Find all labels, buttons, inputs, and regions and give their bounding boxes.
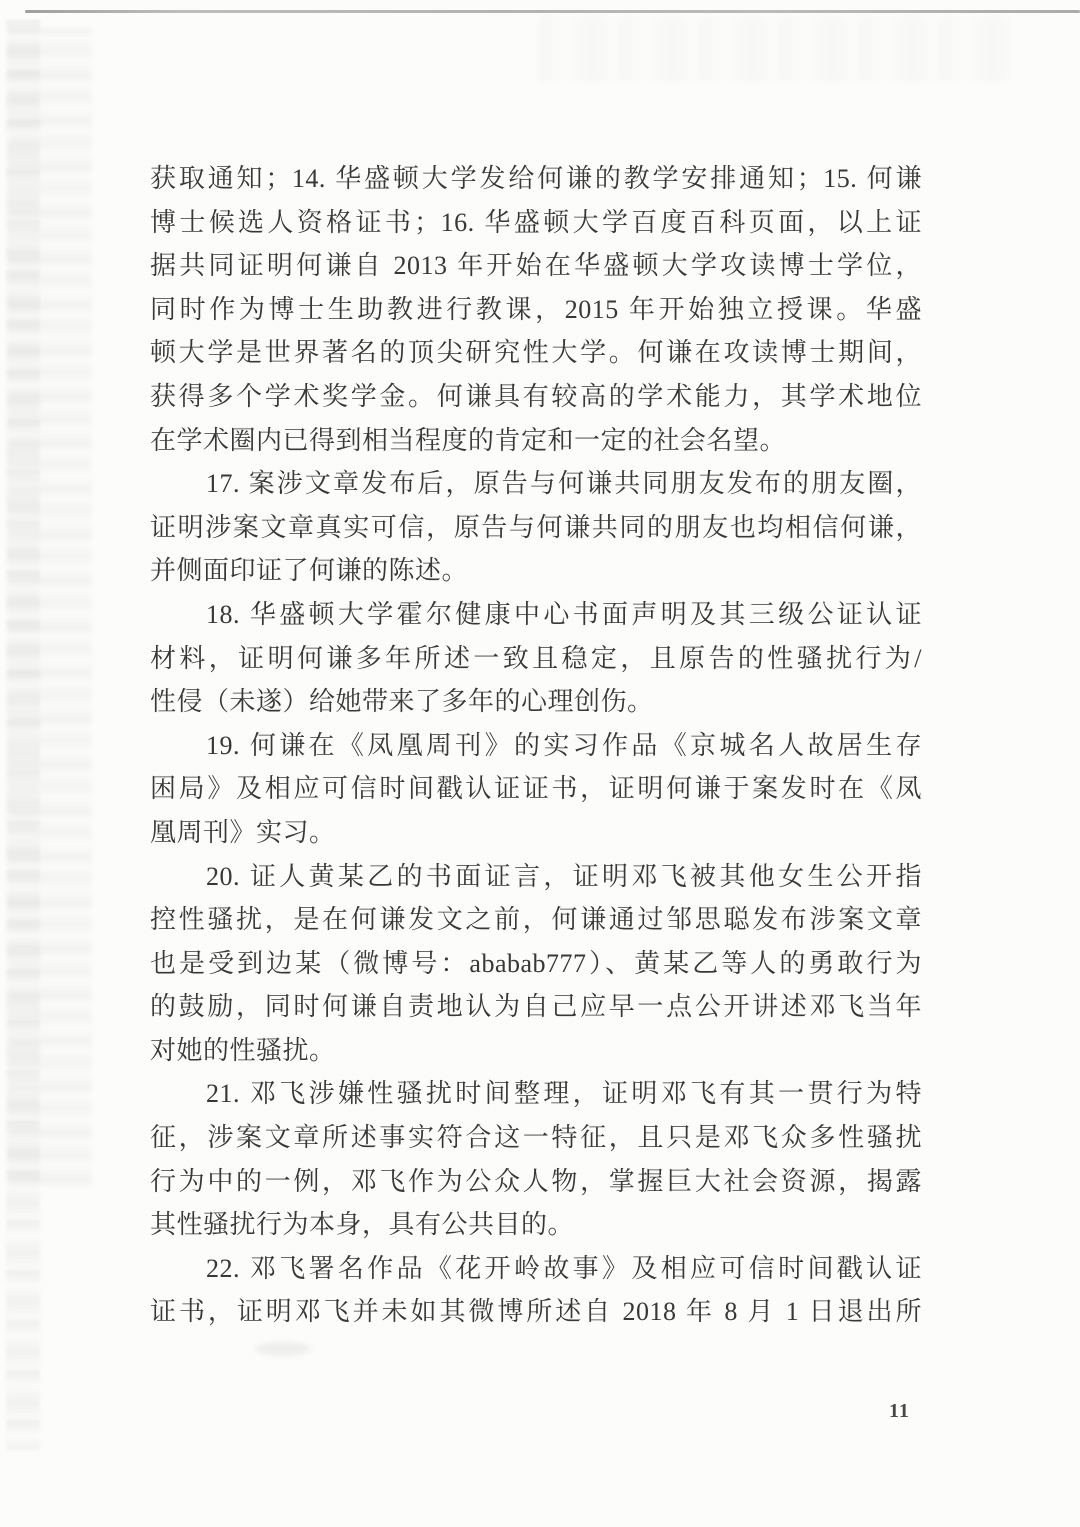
text-line: 22. 邓飞署名作品《花开岭故事》及相应可信时间戳认证 — [206, 1253, 922, 1283]
scan-edge-line — [25, 10, 1080, 13]
page-number: 11 — [889, 1400, 910, 1422]
text-line: 也是受到边某（微博号：ababab777）、黄某乙等人的勇敢行为 — [150, 948, 922, 978]
text-line: 证明涉案文章真实可信，原告与何谦共同的朋友也均相信何谦， — [150, 512, 922, 542]
text-line: 其性骚扰行为本身，具有公共目的。 — [150, 1210, 575, 1240]
text-line: 材料，证明何谦多年所述一致且稳定，且原告的性骚扰行为/ — [150, 643, 922, 673]
text-line: 获得多个学术奖学金。何谦具有较高的学术能力，其学术地位 — [150, 381, 922, 411]
text-line: 21. 邓飞涉嫌性骚扰时间整理，证明邓飞有其一贯行为特 — [206, 1079, 922, 1109]
text-line: 17. 案涉文章发布后，原告与何谦共同朋友发布的朋友圈， — [206, 469, 922, 499]
text-line: 对她的性骚扰。 — [150, 1035, 336, 1065]
scan-streak-artifact — [540, 16, 1010, 82]
text-line: 20. 证人黄某乙的书面证言，证明邓飞被其他女生公开指 — [206, 861, 922, 891]
text-line: 凰周刊》实习。 — [150, 817, 336, 847]
text-line: 并侧面印证了何谦的陈述。 — [150, 556, 469, 586]
text-line: 19. 何谦在《凤凰周刊》的实习作品《京城名人故居生存 — [206, 730, 922, 760]
scan-smudge-artifact — [255, 1342, 311, 1356]
text-line: 18. 华盛顿大学霍尔健康中心书面声明及其三级公证认证 — [206, 599, 922, 629]
text-line: 性侵（未遂）给她带来了多年的心理创伤。 — [150, 687, 654, 717]
text-line: 顿大学是世界著名的顶尖研究性大学。何谦在攻读博士期间， — [150, 338, 922, 368]
text-line: 行为中的一例，邓飞作为公众人物，掌握巨大社会资源，揭露 — [150, 1166, 922, 1196]
text-line: 博士候选人资格证书；16. 华盛顿大学百度百科页面，以上证 — [150, 207, 922, 237]
document-text — [150, 157, 922, 1334]
text-line: 的鼓励，同时何谦自责地认为自己应早一点公开讲述邓飞当年 — [150, 992, 922, 1022]
text-line: 困局》及相应可信时间戳认证证书，证明何谦于案发时在《凤 — [150, 774, 922, 804]
text-line: 控性骚扰，是在何谦发文之前，何谦通过邹思聪发布涉案文章 — [150, 905, 922, 935]
scan-left-edge-artifact — [6, 20, 40, 1450]
text-line: 在学术圈内已得到相当程度的肯定和一定的社会名望。 — [150, 425, 787, 455]
text-line: 获取通知；14. 华盛顿大学发给何谦的教学安排通知；15. 何谦 — [150, 164, 922, 193]
text-line: 据共同证明何谦自 2013 年开始在华盛顿大学攻读博士学位， — [150, 251, 922, 281]
text-line: 证书，证明邓飞并未如其微博所述自 2018 年 8 月 1 日退出所 — [150, 1297, 922, 1327]
text-line: 同时作为博士生助教进行教课，2015 年开始独立授课。华盛 — [150, 294, 922, 324]
text-line: 征，涉案文章所述事实符合这一特征，且只是邓飞众多性骚扰 — [150, 1123, 922, 1153]
